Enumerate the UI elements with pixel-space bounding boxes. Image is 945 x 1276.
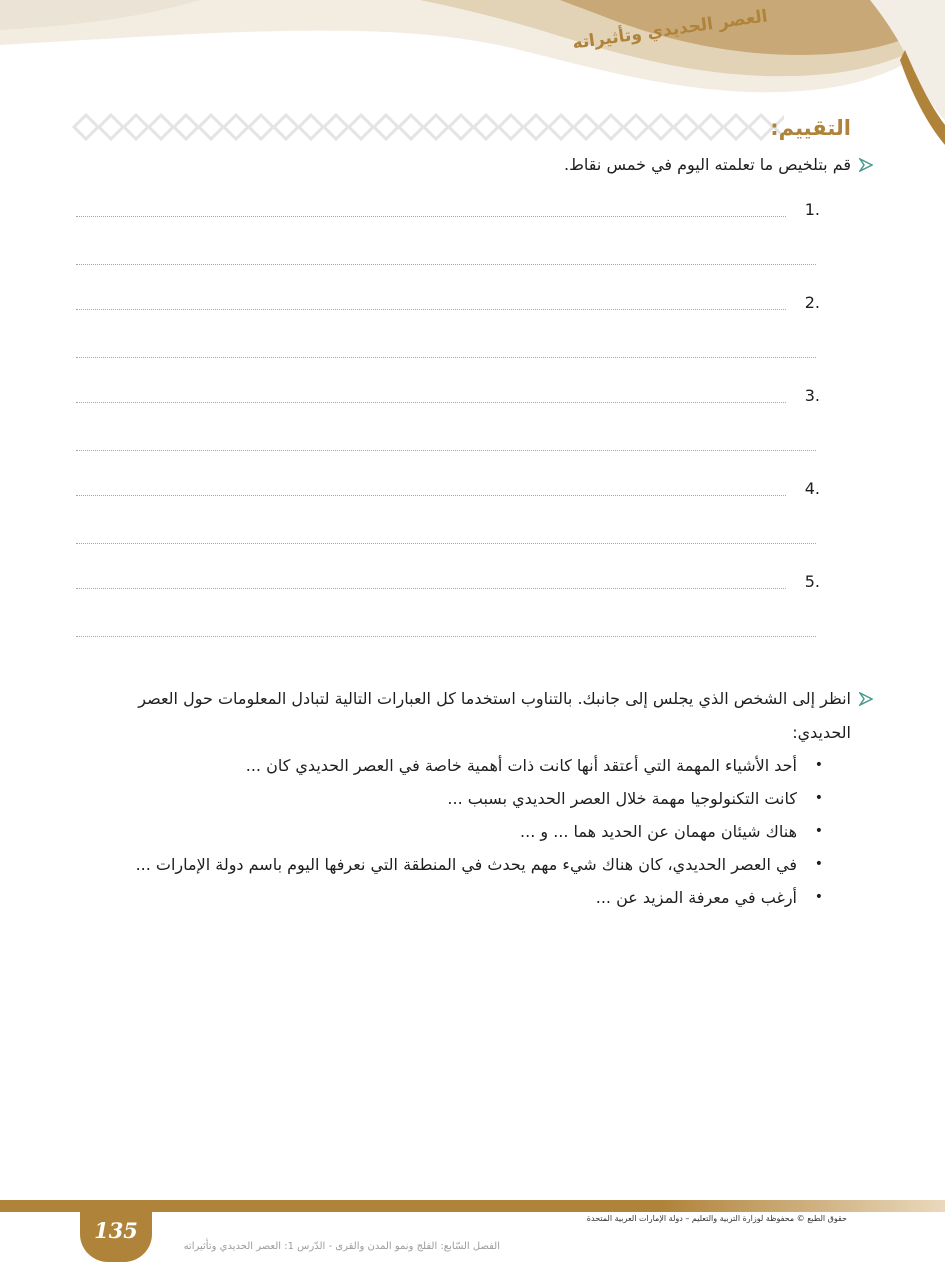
diamond-ornament: [424, 115, 448, 139]
answer-line[interactable]: [76, 357, 816, 358]
assessment-title: التقييم:: [770, 116, 851, 140]
arrow-bullet-icon: [859, 692, 873, 706]
diamond-ornament: [574, 115, 598, 139]
diamond-ornament: [549, 115, 573, 139]
answer-line[interactable]: [76, 543, 816, 544]
answer-line[interactable]: [76, 216, 786, 217]
diamond-ornament: [174, 115, 198, 139]
diamond-ornament: [249, 115, 273, 139]
diamond-ornament: [499, 115, 523, 139]
diamond-ornament: [449, 115, 473, 139]
answer-line[interactable]: [76, 636, 816, 637]
answer-line[interactable]: [76, 450, 816, 451]
copyright-notice: حقوق الطبع © محفوظة لوزارة التربية والتعليم – دولة الإمارات العربية المتحدة: [586, 1214, 847, 1223]
answer-line[interactable]: [76, 309, 786, 310]
answer-line[interactable]: [76, 402, 786, 403]
summary-instruction-text: قم بتلخيص ما تعلمته اليوم في خمس نقاط.: [564, 155, 851, 174]
header-title: العصر الحديدي وتأثيراته: [571, 6, 769, 54]
diamond-ornament: [399, 115, 423, 139]
page-number: 135: [94, 1218, 138, 1243]
item-number: 3.: [804, 386, 820, 405]
summary-item: [70, 196, 840, 289]
summary-item: [70, 289, 840, 382]
item-number: 1.: [804, 200, 820, 219]
summary-item: [70, 382, 840, 475]
diamond-ornament: [99, 115, 123, 139]
discussion-bullets: [105, 749, 825, 914]
discussion-instruction-text: انظر إلى الشخص الذي يجلس إلى جانبك. بالتناوب استخدما كل العبارات التالية لتبادل المعلومات حول العصر الحديدي:: [138, 689, 851, 742]
summary-list: [70, 196, 840, 656]
diamond-band: [72, 113, 784, 141]
item-number: 4.: [804, 479, 820, 498]
diamond-ornament: [149, 115, 173, 139]
bullet-item: • هناك شيئان مهمان عن الحديد هما ... و ...: [105, 815, 825, 848]
diamond-ornament: [599, 115, 623, 139]
bullet-item: • أرغب في معرفة المزيد عن ...: [105, 881, 825, 914]
bullet-item: • أحد الأشياء المهمة التي أعتقد أنها كانت ذات أهمية خاصة في العصر الحديدي كان ...: [105, 749, 825, 782]
answer-line[interactable]: [76, 264, 816, 265]
chapter-breadcrumb: الفصل السّابع: الفلج ونمو المدن والقرى - الدّرس 1: العصر الحديدي وتأثيراته: [183, 1241, 500, 1252]
diamond-ornament: [699, 115, 723, 139]
diamond-ornament: [624, 115, 648, 139]
bullet-item: • كانت التكنولوجيا مهمة خلال العصر الحديدي بسبب ...: [105, 782, 825, 815]
diamond-ornament: [724, 115, 748, 139]
diamond-ornament: [349, 115, 373, 139]
diamond-ornament: [199, 115, 223, 139]
answer-line[interactable]: [76, 588, 786, 589]
item-number: 5.: [804, 572, 820, 591]
diamond-ornament: [649, 115, 673, 139]
diamond-ornament: [124, 115, 148, 139]
diamond-ornament: [524, 115, 548, 139]
discussion-instruction: [91, 682, 851, 750]
diamond-ornament: [274, 115, 298, 139]
diamond-ornament: [324, 115, 348, 139]
answer-line[interactable]: [76, 495, 786, 496]
diamond-ornament: [674, 115, 698, 139]
diamond-ornament: [374, 115, 398, 139]
diamond-ornament: [74, 115, 98, 139]
arrow-bullet-icon: [859, 158, 873, 172]
item-number: 2.: [804, 293, 820, 312]
diamond-ornament: [474, 115, 498, 139]
summary-item: [70, 568, 840, 661]
summary-item: [70, 475, 840, 568]
bullet-item: • في العصر الحديدي، كان هناك شيء مهم يحدث في المنطقة التي نعرفها اليوم باسم دولة الإمارات ...: [105, 848, 825, 881]
diamond-ornament: [224, 115, 248, 139]
summary-instruction: [564, 148, 851, 182]
diamond-ornament: [299, 115, 323, 139]
